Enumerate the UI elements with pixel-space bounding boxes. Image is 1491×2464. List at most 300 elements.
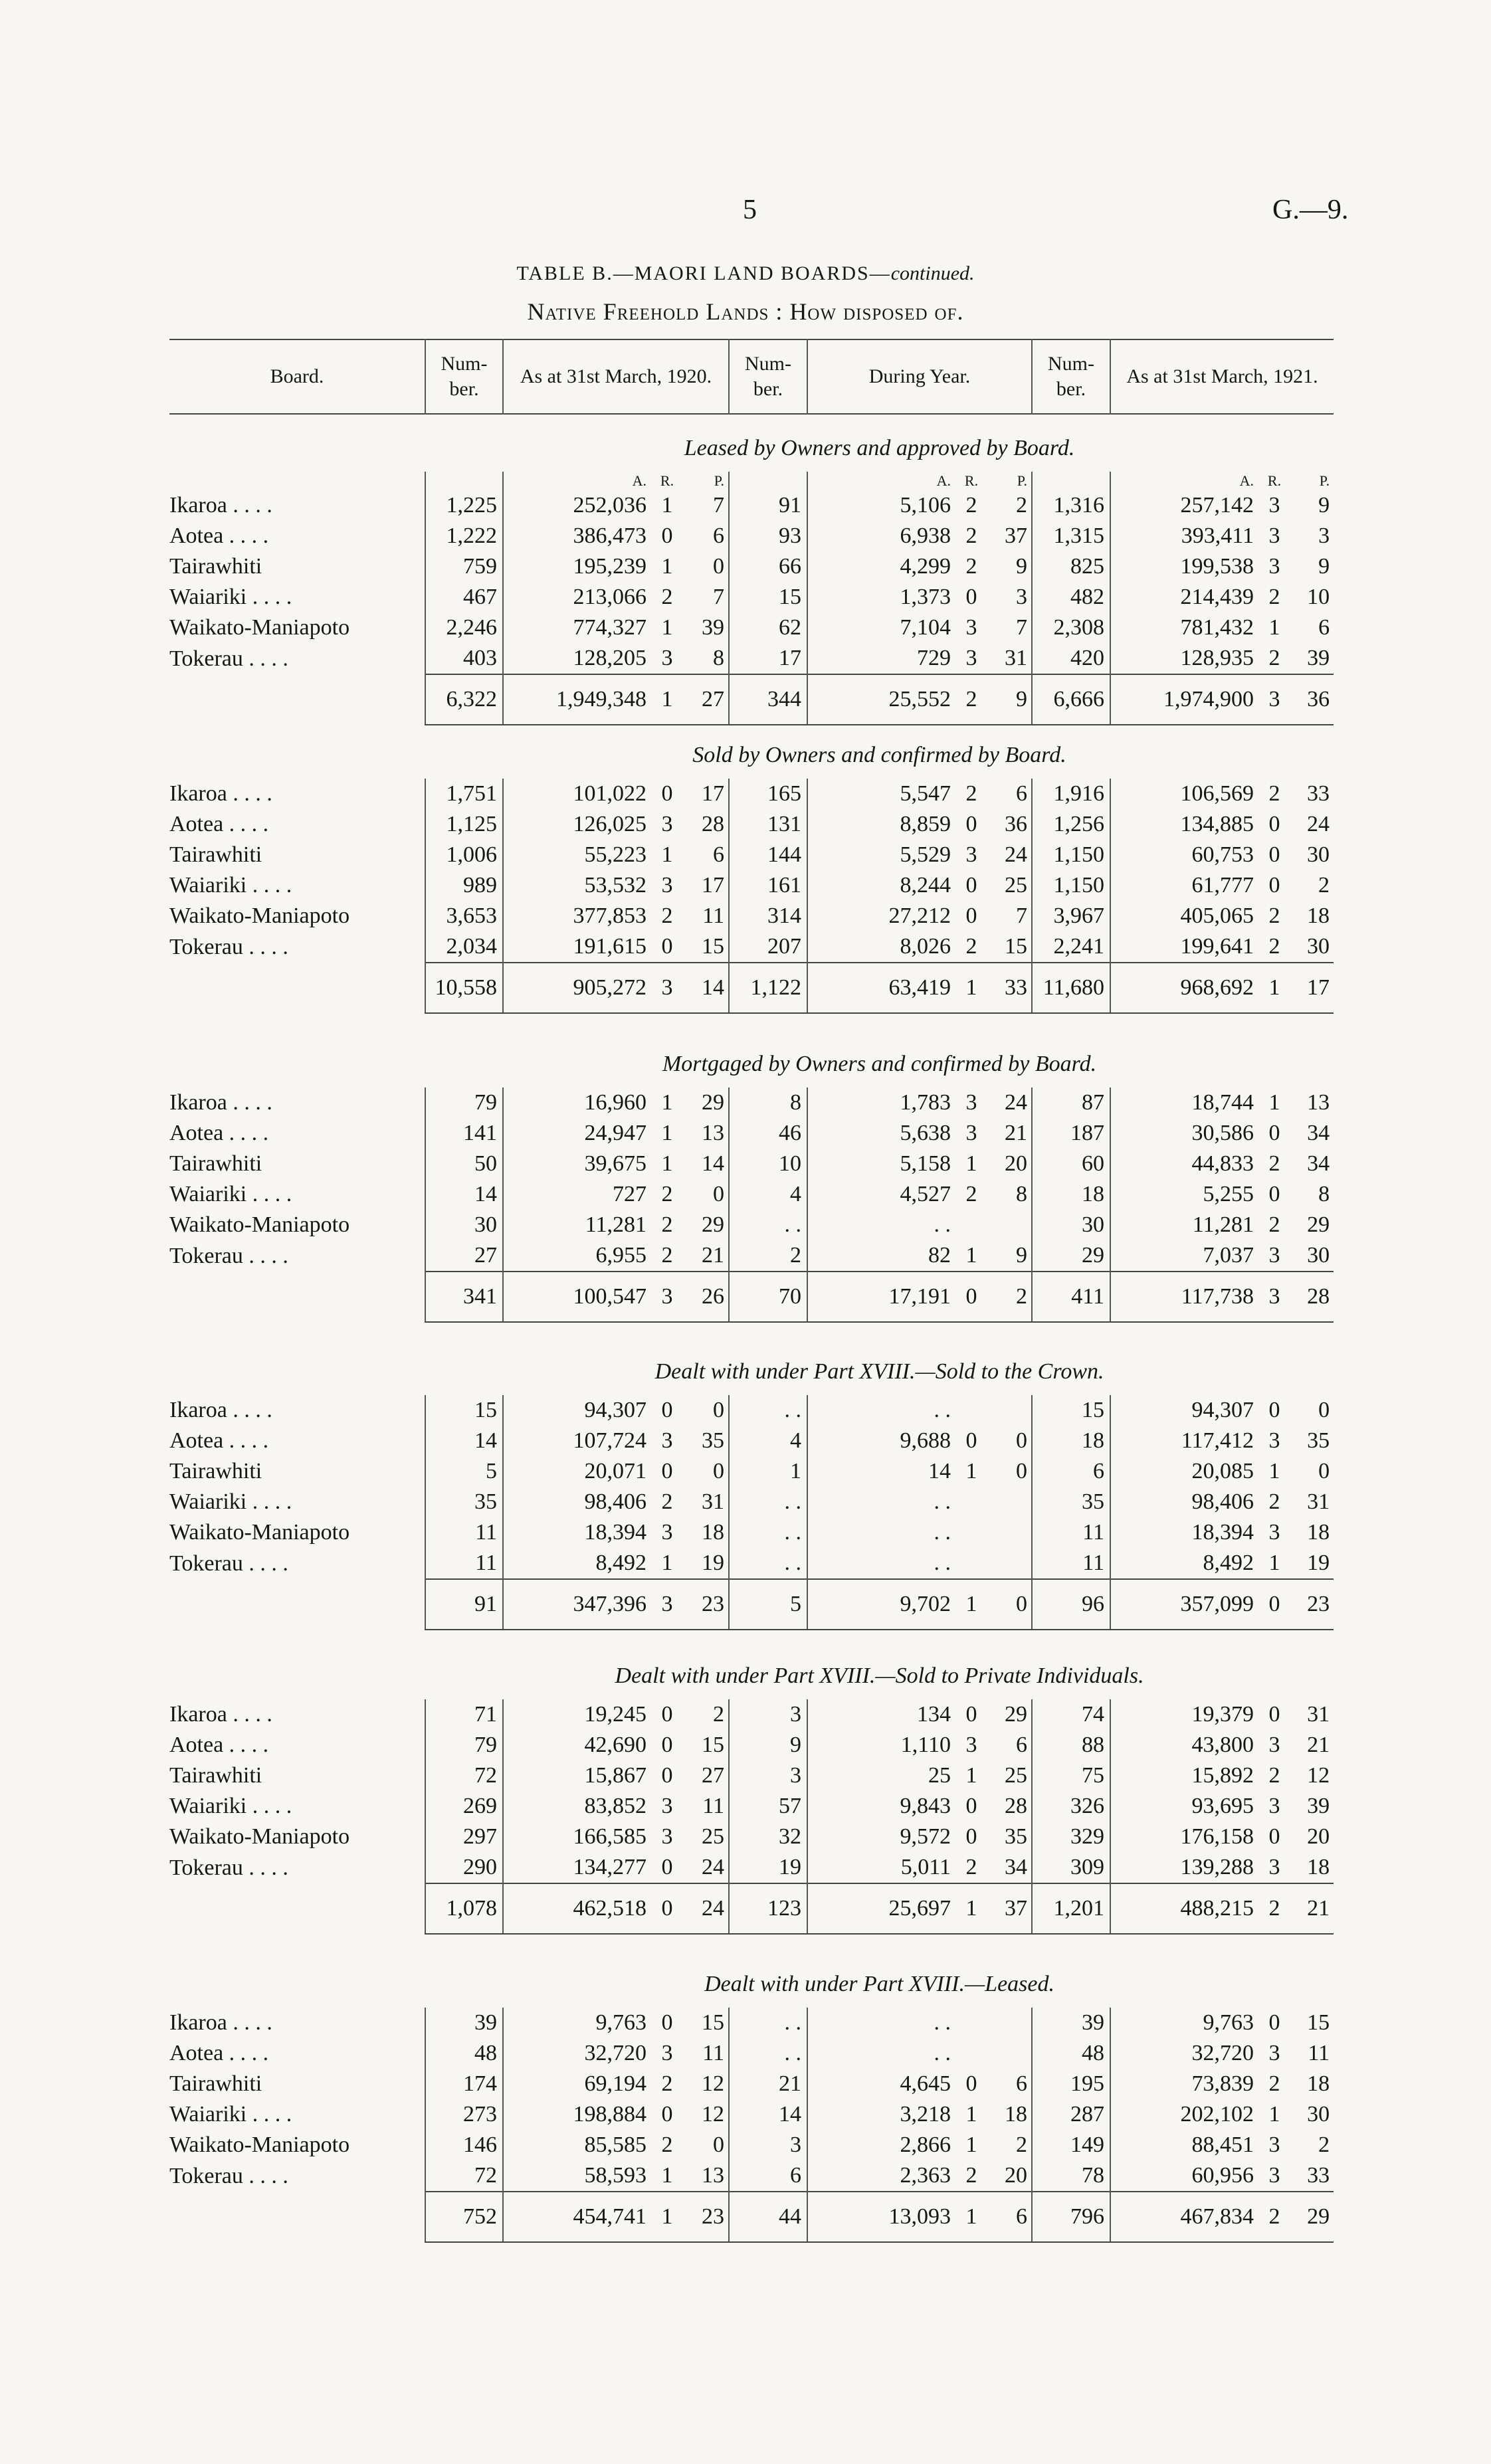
cell-r3: 0: [1268, 873, 1280, 898]
cell-a2: . .: [807, 1210, 955, 1240]
cell-n2: . .: [729, 1395, 807, 1426]
cell-r1: 0: [661, 2010, 673, 2035]
cell-p1: 7: [713, 493, 724, 518]
board-name: Aotea . . . .: [169, 523, 269, 548]
cell-p1: 28: [702, 812, 724, 836]
cell-a1: 15,867: [503, 1760, 650, 1791]
cell-a3: 202,102: [1110, 2099, 1258, 2130]
cell-r3: 2: [1268, 934, 1280, 959]
board-name: Tokerau . . . .: [169, 934, 288, 959]
cell-a1: 53,532: [503, 870, 650, 901]
table-row: [169, 2099, 1334, 2130]
total-n3: 1,201: [1032, 1883, 1110, 1934]
cell-p3: 33: [1307, 781, 1330, 806]
table-row: [169, 1548, 1334, 1579]
cell-p2: 25: [1005, 873, 1027, 898]
cell-p3: 24: [1307, 812, 1330, 836]
cell-r2: 3: [965, 1090, 977, 1115]
cell-n2: 314: [729, 901, 807, 931]
cell-a1: 24,947: [503, 1118, 650, 1149]
board-name: Waikato-Maniapoto: [169, 615, 350, 640]
cell-a2: 2,866: [807, 2130, 955, 2160]
cell-p1: 27: [702, 1763, 724, 1788]
cell-r1: 1: [661, 1090, 673, 1115]
total-p3: 29: [1291, 2192, 1334, 2242]
cell-p3: 0: [1318, 1398, 1330, 1422]
table-row: [169, 1118, 1334, 1149]
cell-a1: 252,036: [503, 490, 650, 521]
cell-n1: 759: [425, 551, 503, 582]
board-name: Tokerau . . . .: [169, 1551, 288, 1576]
cell-p2: [988, 1517, 1032, 1548]
cell-a1: 198,884: [503, 2099, 650, 2130]
board-name: Aotea . . . .: [169, 1428, 269, 1453]
board-name: Waiariki . . . .: [169, 1794, 292, 1818]
cell-a3: 176,158: [1110, 1822, 1258, 1852]
cell-r3: 0: [1268, 2010, 1280, 2035]
cell-a3: 32,720: [1110, 2038, 1258, 2069]
cell-n1: 14: [425, 1426, 503, 1456]
cell-n3: 195: [1032, 2069, 1110, 2099]
cell-a2: 14: [807, 1456, 955, 1487]
cell-a2: 1,110: [807, 1730, 955, 1760]
cell-r2: 0: [965, 1794, 977, 1818]
cell-r2: 2: [965, 523, 977, 548]
cell-r2: 2: [965, 1855, 977, 1879]
cell-a1: 377,853: [503, 901, 650, 931]
cell-a1: 16,960: [503, 1088, 650, 1118]
cell-a2: 134: [807, 1699, 955, 1730]
cell-a2: 9,572: [807, 1822, 955, 1852]
cell-a2: 5,158: [807, 1149, 955, 1179]
board-name: Waiariki . . . .: [169, 2102, 292, 2127]
cell-r3: 2: [1268, 1151, 1280, 1176]
total-p1: 23: [684, 1579, 729, 1630]
cell-r3: 3: [1268, 1794, 1280, 1818]
cell-a3: 18,744: [1110, 1088, 1258, 1118]
cell-a1: 11,281: [503, 1210, 650, 1240]
cell-a1: 94,307: [503, 1395, 650, 1426]
board-name: Tokerau . . . .: [169, 646, 288, 671]
cell-r1: 0: [661, 1398, 673, 1422]
cell-n1: 72: [425, 2160, 503, 2192]
section-caption: Leased by Owners and approved by Board.: [684, 436, 1075, 460]
cell-n2: . .: [729, 1517, 807, 1548]
cell-a1: 126,025: [503, 809, 650, 840]
cell-r3: 2: [1268, 1763, 1280, 1788]
cell-a2: . .: [807, 1395, 955, 1426]
total-p3: 17: [1291, 963, 1334, 1013]
cell-a3: 128,935: [1110, 643, 1258, 674]
board-name: Waikato-Maniapoto: [169, 903, 350, 928]
cell-a3: 18,394: [1110, 1517, 1258, 1548]
cell-p3: 34: [1307, 1121, 1330, 1145]
cell-a1: 213,066: [503, 582, 650, 613]
board-name: Ikaroa . . . .: [169, 1090, 272, 1115]
board-name: Tairawhiti: [169, 554, 262, 579]
cell-a3: 98,406: [1110, 1487, 1258, 1517]
cell-r2: 3: [965, 842, 977, 867]
cell-p3: 2: [1318, 2132, 1330, 2157]
cell-a2: 8,244: [807, 870, 955, 901]
table-row: [169, 490, 1334, 521]
document-reference: G.—9.: [1272, 195, 1349, 225]
total-row: [169, 1272, 1334, 1322]
cell-p1: 0: [713, 554, 724, 579]
cell-p2: [988, 1395, 1032, 1426]
cell-n2: 66: [729, 551, 807, 582]
cell-r1: 0: [661, 934, 673, 959]
board-name: Ikaroa . . . .: [169, 2010, 272, 2035]
cell-n1: 1,006: [425, 840, 503, 870]
cell-r2: 1: [965, 1243, 977, 1268]
cell-r1: 1: [661, 493, 673, 518]
cell-a3: 19,379: [1110, 1699, 1258, 1730]
cell-a1: 58,593: [503, 2160, 650, 2192]
cell-p2: 6: [1016, 2071, 1027, 2096]
cell-a2: 5,547: [807, 779, 955, 809]
total-r1: 3: [650, 1272, 684, 1322]
cell-a3: 214,439: [1110, 582, 1258, 613]
table-row: [169, 2160, 1334, 2192]
cell-p3: 35: [1307, 1428, 1330, 1453]
cell-r2: 2: [965, 934, 977, 959]
cell-a1: 19,245: [503, 1699, 650, 1730]
cell-a3: 117,412: [1110, 1426, 1258, 1456]
cell-n2: 19: [729, 1852, 807, 1883]
table-row: [169, 1240, 1334, 1272]
cell-a2: 6,938: [807, 521, 955, 551]
cell-p1: 0: [713, 2132, 724, 2157]
cell-r2: 0: [965, 1428, 977, 1453]
cell-n1: 1,751: [425, 779, 503, 809]
cell-a2: . .: [807, 1487, 955, 1517]
unit-acres: A.: [807, 472, 955, 490]
cell-r1: 3: [661, 1428, 673, 1453]
cell-p2: 24: [1005, 1090, 1027, 1115]
total-n3: 6,666: [1032, 674, 1110, 725]
cell-r1: 1: [661, 842, 673, 867]
header-number-year: Num- ber.: [729, 339, 807, 414]
cell-a1: 83,852: [503, 1791, 650, 1822]
cell-r3: 1: [1268, 1459, 1280, 1483]
cell-n3: 149: [1032, 2130, 1110, 2160]
cell-r1: 1: [661, 1151, 673, 1176]
cell-r1: 2: [661, 2071, 673, 2096]
cell-p3: 6: [1318, 615, 1330, 640]
cell-r3: 2: [1268, 903, 1280, 928]
cell-r2: [955, 1517, 988, 1548]
table-row: [169, 1487, 1334, 1517]
cell-p2: 2: [1016, 2132, 1027, 2157]
cell-a2: 2,363: [807, 2160, 955, 2192]
cell-a2: 729: [807, 643, 955, 674]
board-name: Waikato-Maniapoto: [169, 1824, 350, 1849]
cell-p2: 20: [1005, 1151, 1027, 1176]
cell-n3: 825: [1032, 551, 1110, 582]
total-r1: 1: [650, 2192, 684, 2242]
cell-p2: 24: [1005, 842, 1027, 867]
cell-a1: 18,394: [503, 1517, 650, 1548]
cell-p3: 12: [1307, 1763, 1330, 1788]
cell-r1: 0: [661, 2102, 673, 2127]
total-r2: 1: [955, 2192, 988, 2242]
cell-n3: 18: [1032, 1179, 1110, 1210]
cell-p2: 29: [1005, 1702, 1027, 1727]
cell-a1: 32,720: [503, 2038, 650, 2069]
cell-n1: 48: [425, 2038, 503, 2069]
cell-r1: 0: [661, 1459, 673, 1483]
table-row: [169, 2130, 1334, 2160]
cell-a3: 134,885: [1110, 809, 1258, 840]
cell-a1: 166,585: [503, 1822, 650, 1852]
cell-a2: 1,373: [807, 582, 955, 613]
total-r2: 2: [955, 674, 988, 725]
total-n3: 411: [1032, 1272, 1110, 1322]
cell-a2: 1,783: [807, 1088, 955, 1118]
cell-p1: 39: [702, 615, 724, 640]
cell-a1: 386,473: [503, 521, 650, 551]
cell-r3: 3: [1268, 1520, 1280, 1545]
cell-n3: 39: [1032, 2008, 1110, 2038]
cell-a2: 5,106: [807, 490, 955, 521]
cell-a2: 9,688: [807, 1426, 955, 1456]
cell-r1: 0: [661, 1855, 673, 1879]
cell-p1: 15: [702, 2010, 724, 2035]
cell-a1: 69,194: [503, 2069, 650, 2099]
board-name: Waikato-Maniapoto: [169, 1520, 350, 1545]
cell-r2: 2: [965, 1182, 977, 1206]
table-row: [169, 2038, 1334, 2069]
cell-p3: 18: [1307, 903, 1330, 928]
cell-r2: 0: [965, 585, 977, 609]
cell-p1: 19: [702, 1551, 724, 1575]
board-name: Ikaroa . . . .: [169, 493, 272, 518]
cell-n2: 21: [729, 2069, 807, 2099]
unit-roods: R.: [660, 472, 674, 489]
total-r3: 1: [1258, 963, 1291, 1013]
cell-r1: 1: [661, 615, 673, 640]
total-n2: 1,122: [729, 963, 807, 1013]
board-name: Tokerau . . . .: [169, 2163, 288, 2188]
cell-n1: 273: [425, 2099, 503, 2130]
cell-n3: 11: [1032, 1548, 1110, 1579]
cell-r1: 1: [661, 2163, 673, 2188]
cell-p1: 31: [702, 1489, 724, 1514]
total-a3: 968,692: [1110, 963, 1258, 1013]
cell-p3: 13: [1307, 1090, 1330, 1115]
table-row: [169, 779, 1334, 809]
cell-p3: 21: [1307, 1733, 1330, 1757]
cell-n2: 17: [729, 643, 807, 674]
cell-n2: 3: [729, 2130, 807, 2160]
cell-r3: 3: [1268, 523, 1280, 548]
cell-p2: 0: [1016, 1428, 1027, 1453]
cell-n1: 15: [425, 1395, 503, 1426]
cell-a3: 94,307: [1110, 1395, 1258, 1426]
cell-p1: 13: [702, 2163, 724, 2188]
cell-r3: 0: [1268, 1824, 1280, 1849]
cell-p3: 18: [1307, 1855, 1330, 1879]
cell-r3: 2: [1268, 1212, 1280, 1237]
total-n2: 344: [729, 674, 807, 725]
cell-n1: 11: [425, 1517, 503, 1548]
cell-r3: 0: [1268, 1398, 1280, 1422]
cell-r3: 3: [1268, 2041, 1280, 2065]
cell-r1: 3: [661, 2041, 673, 2065]
cell-p3: 34: [1307, 1151, 1330, 1176]
cell-n1: 11: [425, 1548, 503, 1579]
total-a3: 488,215: [1110, 1883, 1258, 1934]
cell-r1: 2: [661, 585, 673, 609]
cell-p2: [988, 1548, 1032, 1579]
cell-p3: 30: [1307, 1243, 1330, 1268]
cell-p3: 3: [1318, 523, 1330, 548]
cell-n2: 2: [729, 1240, 807, 1272]
cell-n2: 1: [729, 1456, 807, 1487]
cell-n2: . .: [729, 1210, 807, 1240]
cell-r2: 1: [965, 1763, 977, 1788]
cell-a1: 128,205: [503, 643, 650, 674]
cell-p3: 33: [1307, 2163, 1330, 2188]
cell-n2: . .: [729, 1548, 807, 1579]
table-row: [169, 582, 1334, 613]
cell-p3: 9: [1318, 493, 1330, 518]
cell-r1: 0: [661, 1702, 673, 1727]
cell-n3: 1,150: [1032, 840, 1110, 870]
cell-r2: 3: [965, 1733, 977, 1757]
cell-n1: 50: [425, 1149, 503, 1179]
table-title: TABLE B.—MAORI LAND BOARDS—continued.: [516, 262, 975, 284]
cell-p1: 6: [713, 523, 724, 548]
total-p1: 26: [684, 1272, 729, 1322]
cell-a3: 61,777: [1110, 870, 1258, 901]
cell-a1: 134,277: [503, 1852, 650, 1883]
cell-p1: 12: [702, 2071, 724, 2096]
cell-n1: 297: [425, 1822, 503, 1852]
table-row: [169, 2069, 1334, 2099]
cell-n1: 290: [425, 1852, 503, 1883]
cell-p1: 7: [713, 585, 724, 609]
table-row: [169, 1760, 1334, 1791]
cell-r1: 3: [661, 1824, 673, 1849]
cell-n1: 2,246: [425, 613, 503, 643]
cell-r3: 3: [1268, 554, 1280, 579]
table-row: [169, 1517, 1334, 1548]
cell-r2: 3: [965, 615, 977, 640]
total-n1: 10,558: [425, 963, 503, 1013]
cell-n1: 5: [425, 1456, 503, 1487]
board-name: Waiariki . . . .: [169, 1489, 292, 1514]
cell-a2: . .: [807, 2038, 955, 2069]
cell-p1: 17: [702, 781, 724, 806]
total-n2: 5: [729, 1579, 807, 1630]
cell-r1: 2: [661, 1243, 673, 1268]
cell-p3: 9: [1318, 554, 1330, 579]
cell-p1: 21: [702, 1243, 724, 1268]
cell-p1: 17: [702, 873, 724, 898]
cell-p1: 12: [702, 2102, 724, 2127]
cell-a2: . .: [807, 1517, 955, 1548]
total-n1: 341: [425, 1272, 503, 1322]
cell-n1: 1,222: [425, 521, 503, 551]
cell-a2: 5,638: [807, 1118, 955, 1149]
cell-p2: 28: [1005, 1794, 1027, 1818]
cell-a2: 7,104: [807, 613, 955, 643]
cell-n1: 269: [425, 1791, 503, 1822]
cell-n2: 14: [729, 2099, 807, 2130]
board-name: Tairawhiti: [169, 2071, 262, 2096]
table-row: [169, 613, 1334, 643]
cell-a1: 8,492: [503, 1548, 650, 1579]
cell-p2: 31: [1005, 646, 1027, 670]
total-a2: 9,702: [807, 1579, 955, 1630]
cell-p2: [988, 1487, 1032, 1517]
total-p2: 33: [988, 963, 1032, 1013]
cell-r3: 3: [1268, 1855, 1280, 1879]
total-a2: 25,552: [807, 674, 955, 725]
cell-n2: 62: [729, 613, 807, 643]
cell-p2: 7: [1016, 903, 1027, 928]
cell-r2: [955, 1548, 988, 1579]
section-caption: Dealt with under Part XVIII.—Leased.: [704, 1972, 1054, 1996]
cell-n2: 4: [729, 1179, 807, 1210]
cell-a1: 42,690: [503, 1730, 650, 1760]
total-p2: 37: [988, 1883, 1032, 1934]
cell-p1: 15: [702, 934, 724, 959]
cell-p1: 13: [702, 1121, 724, 1145]
board-name: Ikaroa . . . .: [169, 1398, 272, 1422]
cell-n3: 29: [1032, 1240, 1110, 1272]
cell-n2: 8: [729, 1088, 807, 1118]
table-row: [169, 1730, 1334, 1760]
cell-n1: 79: [425, 1730, 503, 1760]
total-r2: 1: [955, 1579, 988, 1630]
cell-r1: 1: [661, 1121, 673, 1145]
cell-r1: 3: [661, 873, 673, 898]
cell-r1: 2: [661, 1212, 673, 1237]
total-n2: 44: [729, 2192, 807, 2242]
cell-r3: 0: [1268, 1702, 1280, 1727]
cell-r3: 3: [1268, 1243, 1280, 1268]
cell-a1: 20,071: [503, 1456, 650, 1487]
total-row: [169, 2192, 1334, 2242]
cell-p3: 18: [1307, 2071, 1330, 2096]
cell-n3: 88: [1032, 1730, 1110, 1760]
cell-a3: 7,037: [1110, 1240, 1258, 1272]
cell-p2: [988, 2038, 1032, 2069]
cell-n1: 3,653: [425, 901, 503, 931]
cell-a1: 9,763: [503, 2008, 650, 2038]
board-name: Waiariki . . . .: [169, 873, 292, 898]
page-header: [0, 194, 1491, 234]
total-r3: 3: [1258, 674, 1291, 725]
section-table: [169, 425, 1334, 725]
cell-a3: 5,255: [1110, 1179, 1258, 1210]
cell-n1: 141: [425, 1118, 503, 1149]
cell-a1: 98,406: [503, 1487, 650, 1517]
unit-acres: A.: [503, 472, 650, 490]
cell-n1: 27: [425, 1240, 503, 1272]
cell-p2: 9: [1016, 554, 1027, 579]
cell-n1: 403: [425, 643, 503, 674]
cell-p3: 8: [1318, 1182, 1330, 1206]
total-p2: 6: [988, 2192, 1032, 2242]
total-a3: 357,099: [1110, 1579, 1258, 1630]
cell-r1: 0: [661, 523, 673, 548]
unit-perches: P.: [714, 472, 724, 489]
cell-r1: 3: [661, 1794, 673, 1818]
